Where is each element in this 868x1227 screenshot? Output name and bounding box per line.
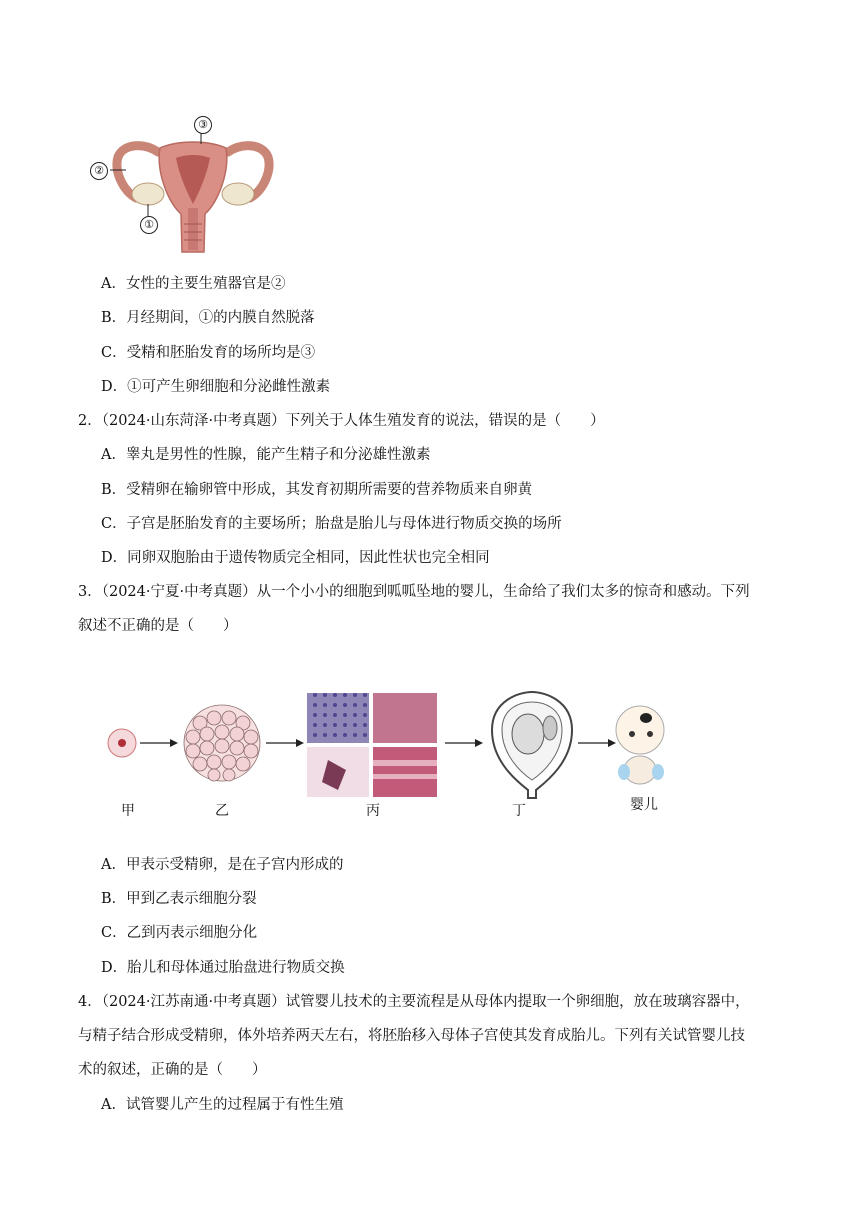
q2-option-b: B．受精卵在输卵管中形成，其发育初期所需要的营养物质来自卵黄	[101, 482, 533, 498]
uterus-figure	[88, 112, 298, 262]
uterus-diagram	[88, 112, 298, 262]
q4-option-a: A．试管婴儿产生的过程属于有性生殖	[101, 1097, 344, 1113]
q3-stem-line2: 叙述不正确的是（ ）	[78, 618, 238, 634]
q1-option-c: C．受精和胚胎发育的场所均是③	[101, 345, 316, 361]
q3-option-b: B．甲到乙表示细胞分裂	[101, 891, 257, 907]
q4-stem-line2: 与精子结合形成受精卵，体外培养两天左右，将胚胎移入母体子宫使其发育成胎儿。下列有关试管婴儿技	[78, 1028, 745, 1044]
development-diagram	[100, 690, 680, 800]
q1-option-b: B．月经期间，①的内膜自然脱落	[101, 310, 315, 326]
q1-option-d: D．①可产生卵细胞和分泌雌性激素	[101, 379, 331, 395]
q2-option-a: A．睾丸是男性的性腺，能产生精子和分泌雄性激素	[101, 447, 431, 463]
caption-bing: 丙	[366, 803, 380, 819]
q2-option-c: C．子宫是胚胎发育的主要场所；胎盘是胎儿与母体进行物质交换的场所	[101, 516, 562, 532]
caption-yi: 乙	[215, 803, 229, 819]
q2-option-d: D．同卵双胞胎由于遗传物质完全相同，因此性状也完全相同	[101, 550, 490, 566]
q3-stem-line1: 3．（2024·宁夏·中考真题）从一个小小的细胞到呱呱坠地的婴儿，生命给了我们太多的惊奇和感动。下列	[78, 584, 750, 600]
development-figure	[100, 690, 680, 820]
label-1: ①	[140, 216, 158, 234]
q2-stem: 2．（2024·山东菏泽·中考真题）下列关于人体生殖发育的说法，错误的是（ ）	[78, 413, 605, 429]
label-2: ②	[90, 162, 108, 180]
q3-option-d: D．胎儿和母体通过胎盘进行物质交换	[101, 960, 345, 976]
caption-jia: 甲	[121, 803, 135, 819]
label-3: ③	[194, 116, 212, 134]
q3-option-a: A．甲表示受精卵，是在子宫内形成的	[101, 857, 344, 873]
q4-stem-line3: 术的叙述，正确的是（ ）	[78, 1062, 267, 1078]
q1-option-a: A．女性的主要生殖器官是②	[101, 276, 286, 292]
caption-ding: 丁	[512, 803, 526, 819]
caption-baby: 婴儿	[630, 797, 658, 813]
q4-stem-line1: 4．（2024·江苏南通·中考真题）试管婴儿技术的主要流程是从母体内提取一个卵细胞，放在玻璃容器中，	[78, 994, 750, 1010]
q3-option-c: C．乙到丙表示细胞分化	[101, 925, 258, 941]
